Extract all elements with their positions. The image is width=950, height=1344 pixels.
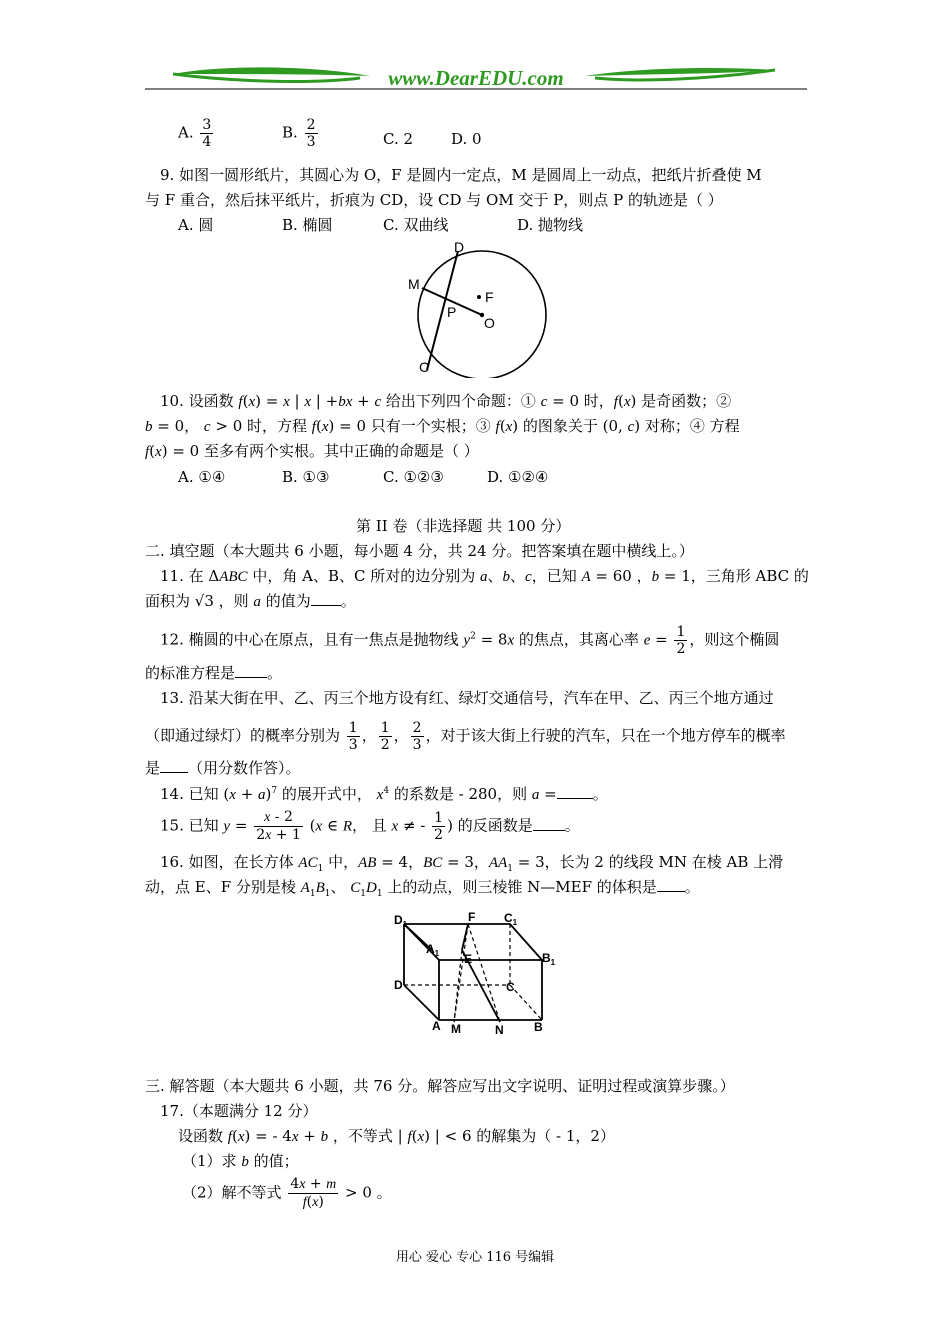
header-banner [145, 60, 807, 92]
banner-swoosh [145, 60, 807, 92]
label-c: C [419, 359, 430, 375]
q13-line-2: （即通过绿灯）的概率分别为 $\frac{1}{3}$ ， $\frac{1}{2}$ ， $\frac{2}{3}$ ，对于该大街上行驶的汽车，只在一个地方停车的概率 [145, 720, 786, 753]
q9-option-c: C. 双曲线 [383, 216, 449, 234]
part2-title: 第 II 卷（非选择题 共 100 分） [356, 517, 571, 535]
label-c1: $C_1$ [504, 911, 518, 927]
q13-line-3: 是 （用分数作答）。 [145, 759, 301, 777]
q9-option-d: D. 抛物线 [517, 216, 584, 234]
circle-figure [400, 238, 560, 378]
q10-option-c: C. ①②③ [383, 468, 444, 486]
q8-option-c: C. 2 [383, 130, 414, 148]
q10-option-d: D. ①②④ [487, 468, 549, 486]
q10-line-1: 10. 设函数 f(x) = x | x | +bx + c 给出下列四个命题：① c = 0 时，f(x) 是奇函数；② [160, 392, 732, 410]
q12-line-1: 12. 椭圆的中心在原点，且有一焦点是抛物线 $y^2 = 8x$ 的焦点，其离心率 e = $\frac{1}{2}$ ，则这个椭圆 [160, 624, 780, 657]
q15-line: 15. 已知 y = $\frac{x - 2}{2x + 1}$ (x ∈ R， 且 x ≠ - $\frac{1}{2}$ ) 的反函数是 。 [160, 809, 580, 843]
q17-part-2: （2）解不等式 $\frac{4x + m}{f(x)}$ > 0 。 [182, 1176, 392, 1210]
label-p: P [447, 304, 457, 320]
q9-line-1: 9. 如图一圆形纸片，其圆心为 O，F 是圆内一定点，M 是圆周上一动点，把纸片折叠使 M [160, 166, 762, 184]
label-o: O [484, 315, 495, 331]
q11-line-2: 面积为 √3 ，则 a 的值为 。 [145, 592, 356, 610]
q17-part-1: （1）求 b 的值； [182, 1152, 299, 1170]
q9-line-2: 与 F 重合，然后抹平纸片，折痕为 CD，设 CD 与 OM 交于 P，则点 P 的轨迹是（ ） [145, 191, 723, 209]
label-b1: $B_1$ [542, 951, 556, 967]
cuboid-figure [392, 910, 562, 1036]
q16-line-2: 动，点 E、F 分别是棱 $A_1B_1$、 $C_1D_1$ 上的动点，则三棱锥 N—MEF 的体积是 。 [145, 878, 700, 899]
site-logo: www.DearEDU.com [388, 66, 564, 90]
q12-line-2: 的标准方程是 。 [145, 664, 283, 682]
label-d: D [454, 239, 465, 255]
cuboid-hidden-edges [404, 924, 542, 1022]
q8-option-b: B. $\frac{2}{3}$ [282, 117, 316, 150]
q13-line-1: 13. 沿某大街在甲、乙、丙三个地方设有红、绿灯交通信号，汽车在甲、乙、丙三个地方通过 [160, 689, 774, 707]
label-c: C [506, 980, 515, 994]
q9-option-b: B. 椭圆 [282, 216, 333, 234]
label-m: M [408, 276, 420, 292]
q10-option-b: B. ①③ [282, 468, 330, 486]
label-b: B [534, 1020, 543, 1034]
q14-line: 14. 已知 $(x + a)^7$ 的展开式中， $x^4$ 的系数是 - 280，则 a = 。 [160, 785, 608, 803]
q11-line-1: 11. 在 ΔABC 中，角 A、B、C 所对的边分别为 a、b、c，已知 A = 60 ，b = 1，三角形 ABC 的 [160, 567, 809, 585]
label-d: D [394, 978, 403, 992]
label-f: F [485, 289, 494, 305]
q10-option-a: A. ①④ [178, 468, 226, 486]
fill-section-heading: 二. 填空题（本大题共 6 小题，每小题 4 分，共 24 分。把答案填在题中横线上。） [145, 542, 694, 560]
page-footer: 用心 爱心 专心 116 号编辑 [395, 1250, 555, 1265]
q10-line-2: b = 0， c > 0 时，方程 f(x) = 0 只有一个实根；③ f(x) 的图象关于 (0, c) 对称；④ 方程 [145, 417, 740, 435]
label-a: A [432, 1019, 441, 1033]
label-e: E [464, 952, 473, 966]
label-a1: $A_1$ [426, 942, 440, 958]
solve-section-heading: 三. 解答题（本大题共 6 小题，共 76 分。解答应写出文字说明、证明过程或演算步骤。） [145, 1077, 735, 1095]
q8-option-d: D. 0 [451, 130, 482, 148]
point-f [477, 295, 481, 299]
q9-option-a: A. 圆 [178, 216, 214, 234]
q8-option-a: A. $\frac{3}{4}$ [178, 117, 212, 150]
label-f: F [468, 910, 476, 924]
q16-line-1: 16. 如图，在长方体 $AC_1$ 中，AB = 4，BC = 3，$AA_1 = 3$，长为 2 的线段 MN 在棱 AB 上滑 [160, 853, 784, 874]
label-m: M [451, 1022, 461, 1036]
q17-title: 17.（本题满分 12 分） [160, 1102, 318, 1120]
label-d1: $D_1$ [394, 913, 408, 929]
q17-stem: 设函数 f(x) = - 4x + b ，不等式 | f(x) | < 6 的解集为（ - 1，2） [178, 1127, 615, 1145]
q10-line-3: f(x) = 0 至多有两个实根。其中正确的命题是（ ） [145, 442, 479, 460]
label-n: N [495, 1023, 504, 1036]
